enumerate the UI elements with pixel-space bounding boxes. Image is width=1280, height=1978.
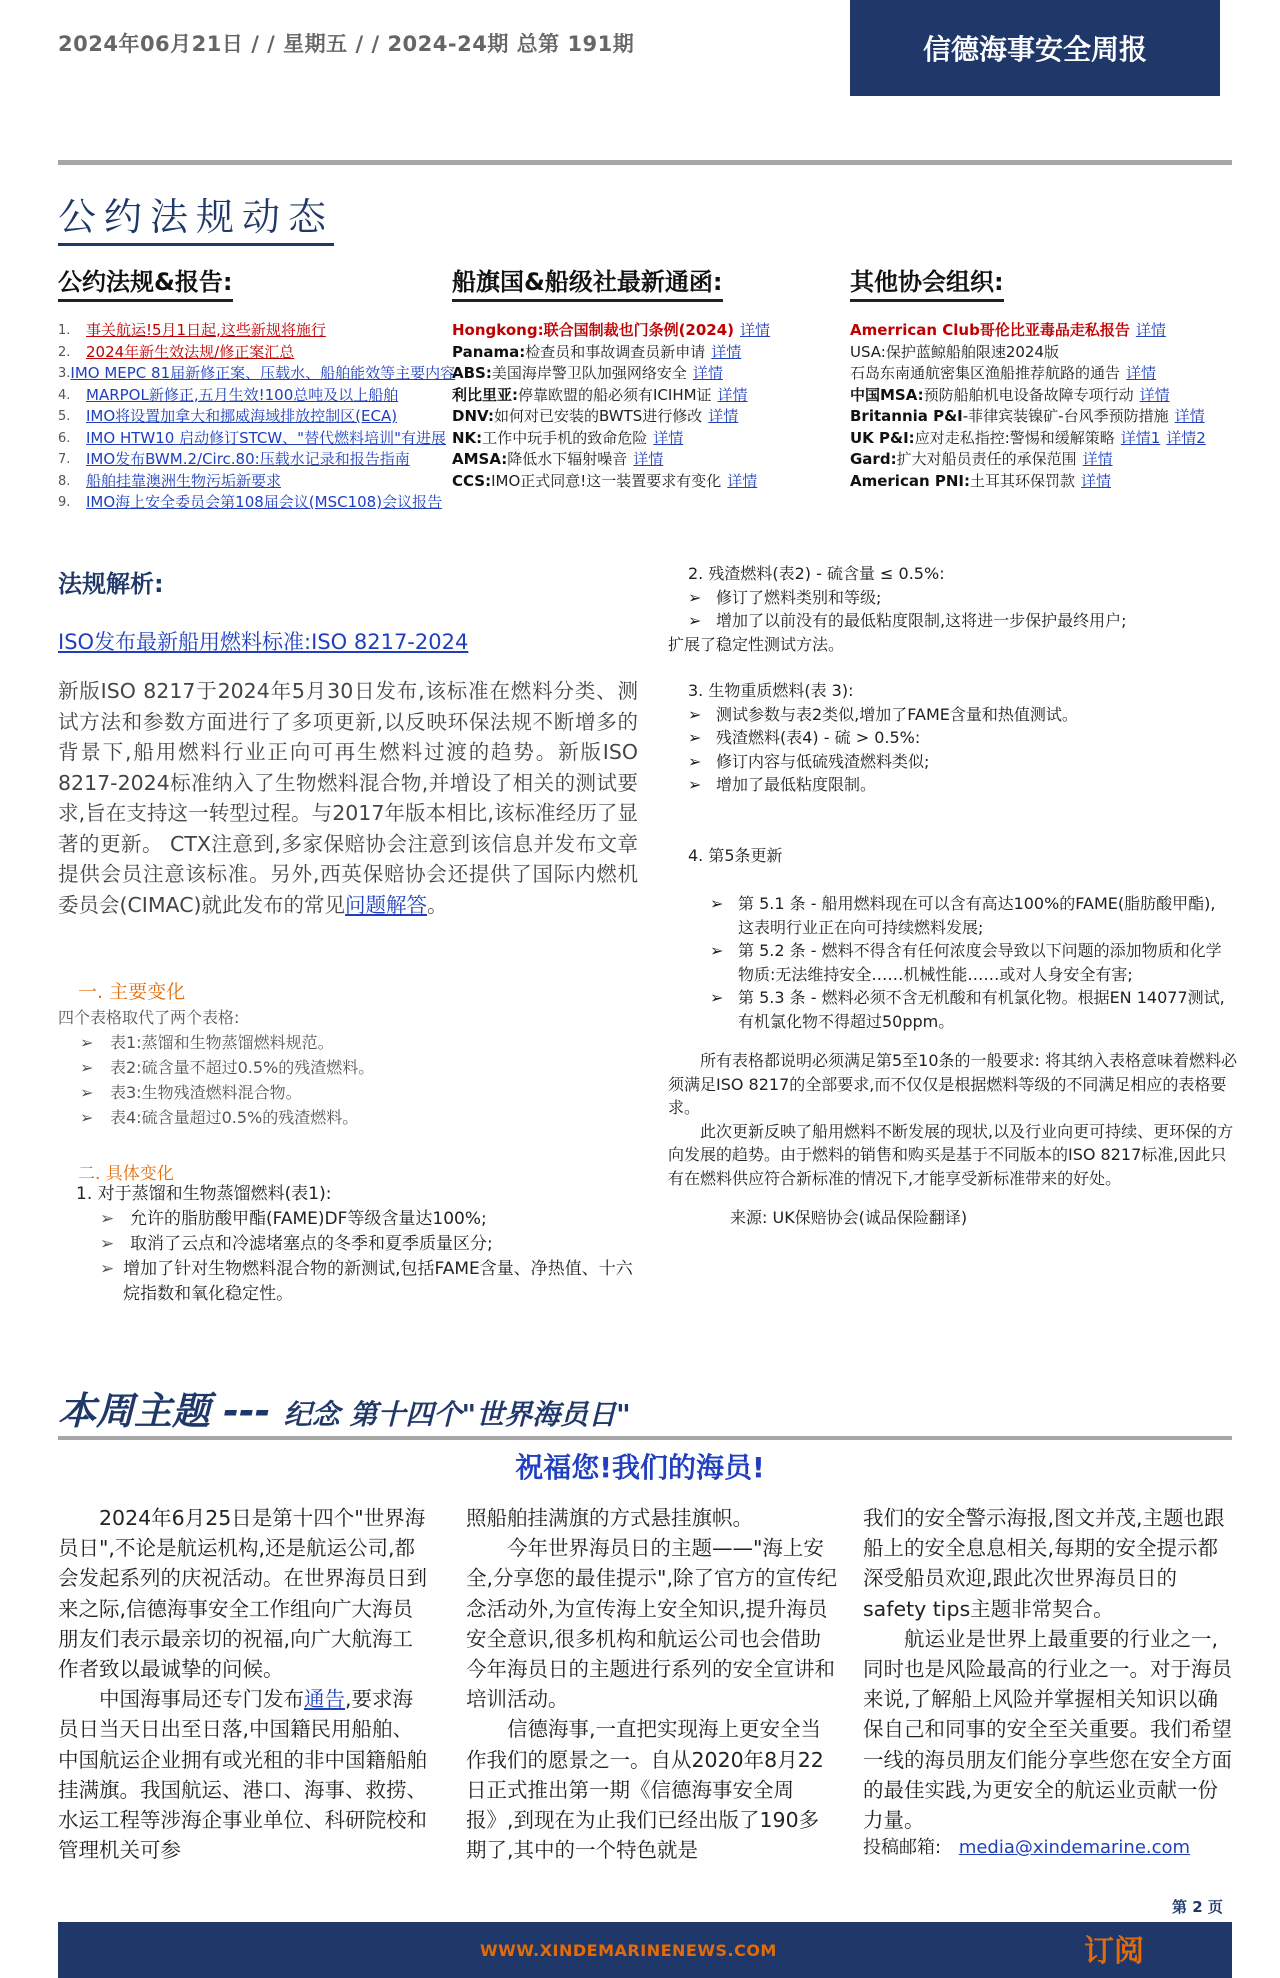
theme-c3-p1: 航运业是世界上最重要的行业之一,同时也是风险最高的行业之一。对于海员来说,了解船上风险并掌握相关知识以确保自己和同事的安全至关重要。我们希望一线的海员朋友们能分享些您在安全方面的最佳实践,为更安全的航运业贡献一份力量。 [863, 1626, 1232, 1833]
detail-1-text: 取消了云点和冷滤堵塞点的冬季和夏季质量区分; [130, 1234, 493, 1254]
convention-item-link[interactable]: 2024年新生效法规/修正案汇总 [86, 342, 295, 361]
theme-title-sub: 纪念 第十四个"世界海员日" [283, 1398, 631, 1431]
detail-1-title: 1. 对于蒸馏和生物蒸馏燃料(表1): [76, 1184, 332, 1204]
bullet-arrow-icon: ➢ [688, 587, 702, 607]
theme-c3-p0: 我们的安全警示海报,图文并茂,主题也跟船上的安全息息相关,每期的安全提示都深受船员欢迎,跟此次世界海员日的safety tips主题非常契合。 [863, 1506, 1225, 1621]
association-value: 土耳其环保罚款 [970, 471, 1076, 490]
flag-class-key: ABS: [452, 364, 492, 382]
convention-item[interactable] [58, 385, 448, 407]
theme-column-3 [863, 1503, 1235, 1861]
theme-c1-p2a: 中国海事局还专门发布 [99, 1687, 304, 1712]
flag-class-value: 联合国制裁也门条例(2024) [543, 321, 735, 339]
detail-changes-heading: 二. 具体变化 [78, 1164, 174, 1184]
association-value: 哥伦比亚毒品走私报告 [979, 321, 1130, 339]
flag-class-value: 工作中玩手机的致命危险 [482, 428, 648, 447]
detail-1-item [100, 1207, 646, 1232]
major-change-text: 表1:蒸馏和生物蒸馏燃料规范。 [110, 1033, 334, 1052]
associations-list [850, 320, 1240, 492]
d2_items-text: 修订了燃料类别和等级; [716, 587, 882, 607]
association-item [850, 385, 1240, 407]
theme-title-main: 本周主题 --- [58, 1389, 271, 1433]
iso-article-body [58, 676, 638, 920]
flag-class-key: Hongkong: [452, 321, 544, 339]
bullet-arrow-icon: ➢ [80, 1033, 94, 1052]
faq-link[interactable]: 问题解答 [345, 892, 428, 917]
bullet-arrow-icon: ➢ [80, 1083, 94, 1102]
association-item [850, 471, 1240, 493]
flag-class-key: Panama: [452, 342, 526, 361]
detail-link[interactable]: 详情1 [1120, 428, 1161, 447]
source-line: 来源: UK保赔协会(诚品保险翻译) [730, 1208, 968, 1227]
theme-c2-p0: 照船舶挂满旗的方式悬挂旗帜。 [466, 1506, 753, 1530]
conventions-heading: 公约法规&报告: [58, 262, 233, 302]
bullet-arrow-icon: ➢ [688, 704, 702, 724]
convention-item[interactable] [58, 363, 456, 385]
association-item [850, 428, 1240, 450]
detail-4-title: 4. 第5条更新 [688, 845, 783, 865]
flag-class-item [452, 385, 842, 407]
brand-title: 信德海事安全周报 [922, 33, 1147, 66]
theme-c1-p1: 2024年6月25日是第十四个"世界海员日",不论是航运机构,还是航运公司,都会发起系列的庆祝活动。在世界海员日到来之际,信德海事安全工作组向广大海员朋友们表示最亲切的祝福,向广大航海工作者致以最诚挚的问候。 [58, 1506, 427, 1682]
d2_items-text: 增加了以前没有的最低粘度限制,这将进一步保护最终用户; [716, 611, 1127, 630]
issue-date-line: 2024年06月21日 / / 星期五 / / 2024-24期 总第 191期 [58, 32, 635, 56]
association-item [850, 342, 1240, 364]
association-value: 扩大对船员责任的承保范围 [896, 450, 1077, 468]
major-change-item [58, 1105, 374, 1130]
association-item [850, 406, 1240, 428]
detail-link[interactable]: 详情 [692, 364, 723, 382]
d3_items-text: 测试参数与表2类似,增加了FAME含量和热值测试。 [716, 704, 1078, 724]
association-value: 预防船舶机电设备故障专项行动 [923, 385, 1134, 404]
major-change-item [58, 1030, 374, 1055]
association-value: 保护蓝鲸船舶限速2024版 [885, 342, 1060, 361]
theme-subtitle: 祝福您!我们的海员! [515, 1451, 765, 1484]
convention-item-number: 2. [58, 344, 71, 360]
detail-link[interactable]: 详情 [1135, 321, 1166, 339]
flag-class-item [452, 363, 842, 385]
detail-link[interactable]: 详情 [711, 342, 742, 361]
conventions-column [58, 262, 456, 514]
major-change-item [58, 1080, 374, 1105]
convention-item[interactable] [58, 406, 448, 428]
convention-item-number: 9. [58, 495, 71, 510]
theme-c1-p2b: ,要求海员日当天日出至日落,中国籍民用船舶、中国航运企业拥有或光租的非中国籍船舶挂满旗。我国航运、港口、海事、救捞、水运工程等涉海企事业单位、科研院校和管理机关可参 [58, 1687, 427, 1863]
section-title: 公约法规动态 [58, 186, 334, 246]
subscribe-link[interactable]: 订阅 [1084, 1934, 1144, 1969]
d3_items-item [688, 726, 1238, 750]
d3_items-item [688, 703, 1238, 727]
brand-title-box [850, 0, 1220, 96]
analysis-title: 法规解析: [58, 570, 164, 598]
convention-item[interactable] [58, 342, 448, 364]
major-changes-intro: 四个表格取代了两个表格: [58, 1008, 240, 1027]
detail-link[interactable]: 详情 [1126, 364, 1157, 382]
association-key: Britannia P&I [850, 407, 963, 425]
convention-item-number: 1. [58, 323, 71, 338]
association-key: Gard: [850, 450, 897, 468]
detail-2-title: 2. 残渣燃料(表2) - 硫含量 ≤ 0.5%: [688, 564, 945, 583]
major-change-text: 表4:硫含量超过0.5%的残渣燃料。 [110, 1108, 359, 1127]
convention-item-link[interactable]: IMO发布BWM.2/Circ.80:压载水记录和报告指南 [86, 450, 410, 468]
convention-item-number: 4. [58, 387, 71, 403]
d3_items-item [688, 750, 1238, 774]
d2_items-item [688, 609, 1238, 633]
detail-link[interactable]: 详情 [633, 450, 664, 468]
major-change-text: 表2:硫含量不超过0.5%的残渣燃料。 [110, 1058, 375, 1077]
d3_items-item [688, 773, 1238, 797]
bullet-arrow-icon: ➢ [710, 894, 724, 913]
bullet-arrow-icon: ➢ [688, 611, 702, 630]
convention-item-number: 3. [58, 366, 71, 381]
flag-class-key: NK: [452, 428, 483, 447]
flag-class-list [452, 320, 842, 492]
page-number: 第 2 页 [1172, 1898, 1223, 1916]
bullet-arrow-icon: ➢ [100, 1259, 115, 1279]
flag-class-column [452, 262, 842, 492]
d4_items-text: 第 5.3 条 - 燃料必须不含无机酸和有机氯化物。根据EN 14077测试,有机氯化物不得超过50ppm。 [738, 988, 1225, 1031]
detail-link-2[interactable]: 详情2 [1166, 428, 1206, 447]
d4_items-item [710, 892, 1230, 939]
d2_items-item [688, 586, 1238, 610]
flag-class-value: IMO正式同意!这一装置要求有变化 [491, 471, 722, 490]
detail-link[interactable]: 详情 [727, 471, 758, 490]
association-key: UK P&I: [850, 428, 915, 447]
convention-item-link[interactable]: 事关航运!5月1日起,这些新规将施行 [86, 321, 326, 339]
general-requirements-para: 所有表格都说明必须满足第5至10条的一般要求: 将其纳入表格意味着燃料必须满足ISO 8217的全部要求,而不仅仅是根据燃料等级的不同满足相应的表格要求。 [668, 1051, 1238, 1117]
flag-class-value: 美国海岸警卫队加强网络安全 [491, 364, 687, 382]
flag-class-item [452, 449, 842, 471]
flag-class-value: 停靠欧盟的船必须有ICIHM证 [518, 385, 712, 404]
flag-class-value: 检查员和事故调查员新申请 [525, 342, 706, 361]
detail-1-item [100, 1257, 646, 1307]
association-key: USA: [850, 342, 886, 361]
bullet-arrow-icon: ➢ [100, 1234, 115, 1254]
d4_items-item [710, 939, 1230, 986]
d4_items-text: 第 5.1 条 - 船用燃料现在可以含有高达100%的FAME(脂肪酸甲酯),这表明行业正在向可持续燃料发展; [738, 894, 1216, 937]
bullet-arrow-icon: ➢ [80, 1058, 94, 1077]
bullet-arrow-icon: ➢ [688, 728, 702, 747]
bullet-arrow-icon: ➢ [688, 775, 702, 794]
bullet-arrow-icon: ➢ [688, 751, 702, 771]
association-item [850, 449, 1240, 471]
major-change-item [58, 1055, 374, 1080]
convention-item[interactable] [58, 320, 448, 342]
flag-class-item [452, 406, 842, 428]
detail-link[interactable]: 详情 [653, 428, 684, 447]
detail-changes-list [76, 1182, 646, 1307]
update-summary-para: 此次更新反映了船用燃料不断发展的现状,以及行业向更可持续、更环保的方向发展的趋势。由于燃料的销售和购买是基于不同版本的ISO 8217标准,因此只有在燃料供应符合新标准的情况下,才能享受新标准带来的好处。 [668, 1121, 1234, 1188]
convention-item-link[interactable]: IMO HTW10 启动修订STCW、"替代燃料培训"有进展 [86, 428, 446, 447]
d3_items-text: 修订内容与低硫残渣燃料类似; [716, 751, 930, 771]
convention-item-number: 8. [58, 473, 71, 489]
analysis-right-column [668, 562, 1238, 1230]
iso-article-link[interactable]: ISO发布最新船用燃料标准:ISO 8217-2024 [58, 630, 469, 654]
association-item [850, 363, 1240, 385]
d3_items-text: 残渣燃料(表4) - 硫 > 0.5%: [716, 728, 921, 747]
detail-1-item [100, 1232, 646, 1257]
detail-link[interactable]: 详情 [1082, 450, 1113, 468]
flag-class-key: AMSA: [452, 450, 508, 468]
flag-class-key: 利比里亚: [452, 385, 518, 404]
iso-body-text: 新版ISO 8217于2024年5月30日发布,该标准在燃料分类、测试方法和参数方面进行了多项更新,以反映环保法规不断增多的背景下,船用燃料行业正向可再生燃料过渡的趋势。新版ISO 8217-2024标准纳入了生物燃料混合物,并增设了相关的测试要求,旨在支持这一转型过程。与2017年版本相比,该标准经历了显著的更新。 CTX注意到,多家保赔协会注意到该信息并发布文章提供会员注意该标准。另外,西英保赔协会还提供了国际内燃机委员会(CIMAC)就此发布的常见 [58, 679, 638, 917]
d4_items-text: 第 5.2 条 - 燃料不得含有任何浓度会导致以下问题的添加物质和化学物质:无法维持安全……机械性能……或对人身安全有害; [738, 941, 1222, 984]
d4_items-item [710, 986, 1230, 1033]
bullet-arrow-icon: ➢ [710, 988, 724, 1007]
convention-item-number: 6. [58, 430, 71, 446]
major-change-text: 表3:生物残渣燃料混合物。 [110, 1083, 302, 1102]
bullet-arrow-icon: ➢ [80, 1108, 94, 1127]
conventions-list [58, 320, 456, 514]
flag-class-item [452, 342, 842, 364]
bullet-arrow-icon: ➢ [710, 941, 724, 960]
flag-class-item [452, 471, 842, 493]
detail-link[interactable]: 详情 [740, 321, 771, 339]
convention-item-number: 7. [58, 452, 71, 467]
flag-class-item [452, 320, 842, 342]
flag-class-heading: 船旗国&船级社最新通函: [452, 262, 723, 302]
detail-link[interactable]: 详情 [708, 407, 739, 425]
flag-class-key: DNV: [452, 407, 494, 425]
convention-item-link[interactable]: IMO MEPC 81届新修正案、压载水、船舶能效等主要内容 [70, 364, 456, 382]
convention-item[interactable] [58, 449, 448, 471]
d3_items-text: 增加了最低粘度限制。 [716, 775, 877, 794]
bullet-arrow-icon: ➢ [100, 1209, 115, 1229]
major-changes-heading: 一. 主要变化 [78, 981, 186, 1003]
flag-class-key: CCS: [452, 471, 492, 490]
association-value: 石岛东南通航密集区渔船推荐航路的通告 [850, 364, 1121, 382]
association-value: -菲律宾装镍矿-台风季预防措施 [962, 407, 1169, 425]
flag-class-value: 降低水下辐射噪音 [507, 450, 628, 468]
detail-link[interactable]: 详情 [1081, 471, 1112, 490]
detail-1-text: 增加了针对生物燃料混合物的新测试,包括FAME含量、净热值、十六烷指数和氧化稳定性。 [123, 1259, 633, 1304]
notice-link[interactable]: 通告 [304, 1687, 345, 1712]
convention-item[interactable] [58, 471, 448, 493]
contact-email-link[interactable]: media@xindemarine.com [958, 1837, 1191, 1859]
association-key: 中国MSA: [850, 385, 924, 404]
convention-item[interactable] [58, 492, 448, 514]
major-changes-list [58, 1005, 374, 1130]
detail-link[interactable]: 详情 [1139, 385, 1170, 404]
flag-class-item [452, 428, 842, 450]
theme-c2-p2: 信德海事,一直把实现海上更安全当作我们的愿景之一。自从2020年8月22日正式推出第一期《信德海事安全周报》,到现在为止我们已经出版了190多期了,其中的一个特色就是 [466, 1717, 824, 1863]
flag-class-value: 如何对已安装的BWTS进行修改 [493, 407, 703, 425]
association-item [850, 320, 1240, 342]
convention-item-number: 5. [58, 409, 71, 424]
associations-heading: 其他协会组织: [850, 262, 1004, 302]
convention-item[interactable] [58, 428, 448, 450]
iso-body-end: 。 [427, 892, 448, 917]
detail-3-title: 3. 生物重质燃料(表 3): [688, 681, 854, 700]
association-key: American PNI: [850, 471, 970, 490]
convention-item-link[interactable]: IMO海上安全委员会第108届会议(MSC108)会议报告 [86, 493, 443, 511]
contact-line [863, 1835, 1235, 1861]
theme-title [58, 1380, 631, 1435]
association-key: Amerrican Club [850, 321, 980, 339]
header-divider [58, 160, 1232, 165]
website-link[interactable]: WWW.XINDEMARINENEWS.COM [480, 1941, 777, 1960]
convention-item-link[interactable]: MARPOL新修正,五月生效!100总吨及以上船舶 [86, 385, 399, 404]
theme-c2-p1: 今年世界海员日的主题——"海上安全,分享您的最佳提示",除了官方的宣传纪念活动外,为宣传海上安全知识,提升海员安全意识,很多机构和航运公司也会借助今年海员日的主题进行系列的安全宣讲和培训活动。 [466, 1536, 837, 1712]
convention-item-link[interactable]: 船舶挂靠澳洲生物污垢新要求 [86, 471, 282, 490]
detail-1-text: 允许的脂肪酸甲酯(FAME)DF等级含量达100%; [130, 1209, 487, 1229]
associations-column [850, 262, 1240, 492]
contact-label: 投稿邮箱: [863, 1837, 942, 1859]
theme-column-1 [58, 1503, 430, 1865]
association-value: 应对走私指控:警惕和缓解策略 [914, 428, 1115, 447]
theme-column-2 [466, 1503, 838, 1865]
detail-link[interactable]: 详情 [1174, 407, 1205, 425]
theme-c1-p2 [58, 1684, 430, 1865]
detail-link[interactable]: 详情 [717, 385, 748, 404]
convention-item-link[interactable]: IMO将设置加拿大和挪威海域排放控制区(ECA) [86, 407, 398, 425]
detail-2-tail: 扩展了稳定性测试方法。 [668, 634, 845, 654]
theme-divider [58, 1436, 1232, 1440]
